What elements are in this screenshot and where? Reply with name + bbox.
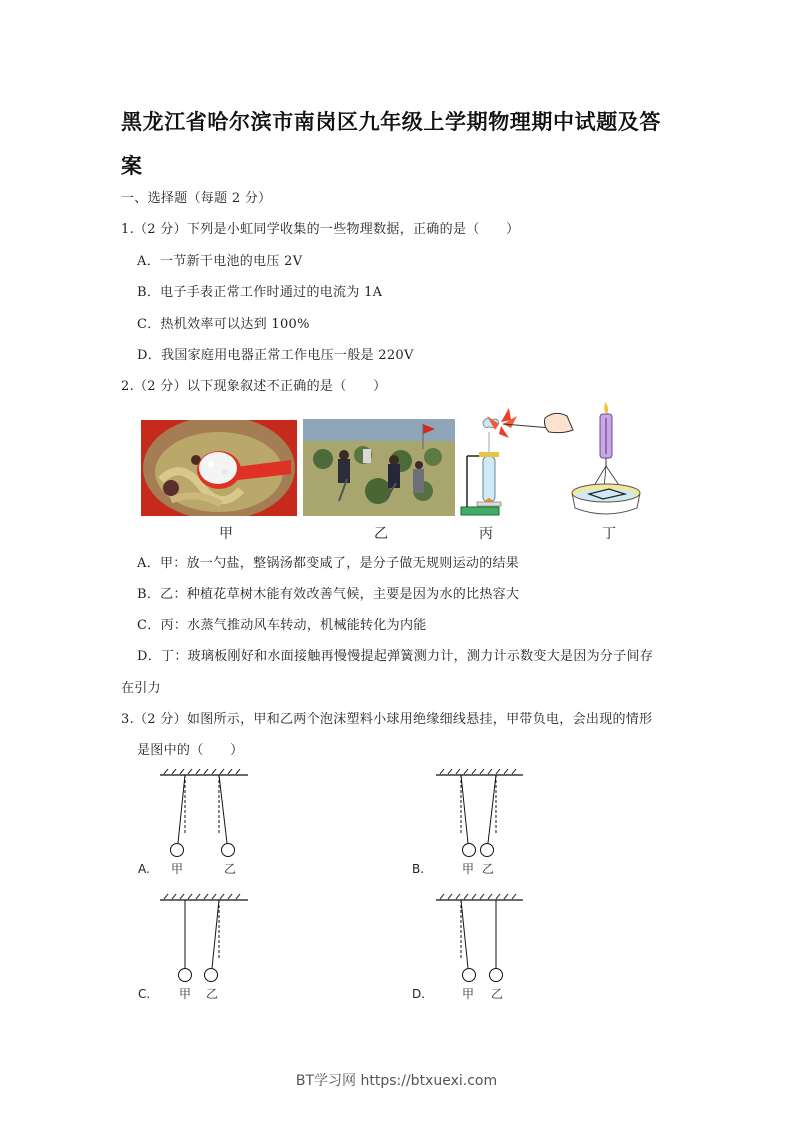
q1-option-b: B．电子手表正常工作时通过的电流为 1A [137,285,383,300]
q2-option-b: B．乙：种植花草树木能有效改善气候，主要是因为水的比热容大 [137,587,520,602]
steam-pinwheel-illustration [459,404,574,519]
diagram-a-ball-yi: 乙 [224,862,237,876]
question-2-stem: 2.（2 分）以下现象叙述不正确的是（ ） [121,379,387,394]
diagram-a-ball-jia: 甲 [171,862,184,876]
q3-diagram-d [400,885,540,1010]
figure-caption-ding: 丁 [602,526,616,542]
q2-option-c: C．丙：水蒸气推动风车转动，机械能转化为内能 [137,618,427,633]
diagram-a-option-label: A. [138,862,150,876]
title-line-1: 黑龙江省哈尔滨市南岗区九年级上学期物理期中试题及答 [121,110,661,134]
diagram-c-ball-yi: 乙 [206,987,219,1001]
q3-diagram-a [130,760,270,885]
q1-option-a: A．一节新干电池的电压 2V [137,254,303,269]
q2-figure-row [141,404,671,544]
diagram-b-ball-jia: 甲 [462,862,475,876]
q3-diagram-c [130,885,270,1010]
diagram-c-ball-jia: 甲 [179,987,192,1001]
section-heading: 一、选择题（每题 2 分） [121,191,272,206]
diagram-d-ball-yi: 乙 [491,987,504,1001]
q1-option-d: D．我国家庭用电器正常工作电压一般是 220V [137,348,414,363]
q2-option-d-continued: 在引力 [121,681,161,696]
page-title [121,100,681,188]
tree-planting-photo [303,419,455,516]
footer-watermark: BT学习网 https://btxuexi.com [295,1073,498,1089]
question-1-stem: 1.（2 分）下列是小虹同学收集的一些物理数据，正确的是（ ） [121,222,520,237]
question-3-stem-line-1: 3.（2 分）如图所示，甲和乙两个泡沫塑料小球用绝缘细线悬挂，甲带负电，会出现的情形 [121,712,653,727]
q2-option-d: D．丁：玻璃板刚好和水面接触再慢慢提起弹簧测力计，测力计示数变大是因为分子间存 [137,649,654,664]
q2-option-a: A．甲：放一勺盐，整锅汤都变咸了，是分子做无规则运动的结果 [137,556,520,571]
salt-soup-photo [141,420,297,516]
question-3-stem-line-2: 是图中的（ ） [137,743,244,758]
spring-scale-illustration [569,400,671,518]
diagram-d-ball-jia: 甲 [462,987,475,1001]
title-line-2: 案 [121,154,143,178]
diagram-c-option-label: C. [138,987,151,1001]
diagram-b-option-label: B. [412,862,425,876]
q3-diagram-b [400,760,540,885]
figure-caption-jia: 甲 [219,526,233,542]
q1-option-c: C．热机效率可以达到 100% [137,317,310,332]
diagram-b-ball-yi: 乙 [482,862,495,876]
figure-caption-bing: 丙 [479,526,493,542]
figure-caption-yi: 乙 [374,526,388,542]
diagram-d-option-label: D. [412,987,426,1001]
